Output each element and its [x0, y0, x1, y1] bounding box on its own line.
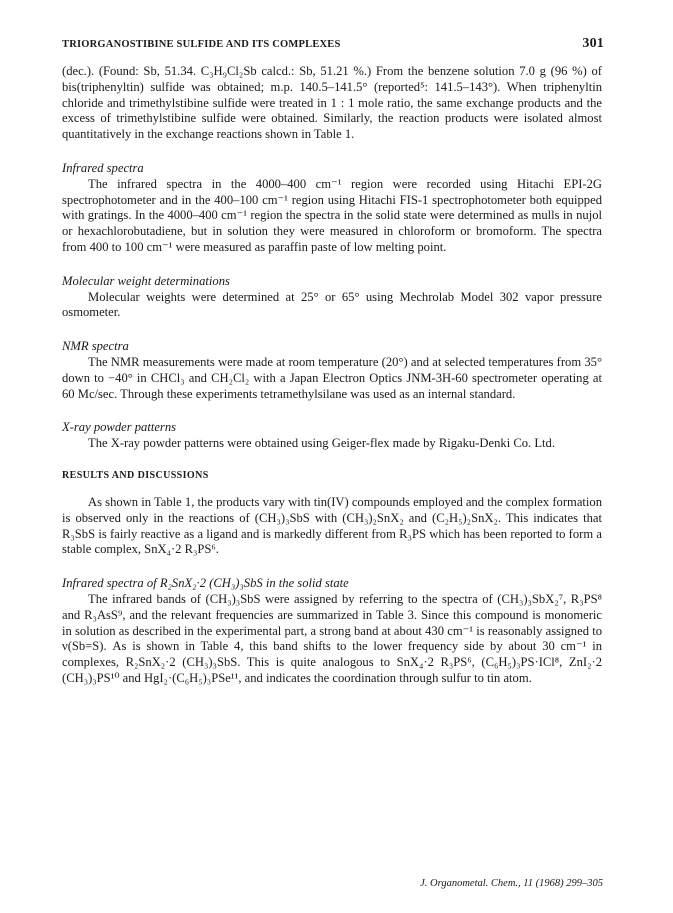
section-heading: Molecular weight determinations — [62, 273, 230, 288]
section-body: The X-ray powder patterns were obtained using Geiger-flex made by Rigaku-Denki Co. Ltd. — [88, 436, 555, 451]
section-body: The infrared spectra in the 4000–400 cm⁻¹ region were recorded using Hitachi EPI-2G spectrophotometer and in the 400–100 cm⁻¹ region using Hitachi FIS-1 spectrophotometer both equipped with gratings. In the 4000–400 cm⁻¹ region the spectra in the solid state were determined as mulls in nujol or hexachlorobutadiene, but in solution they were measured in chloroform or bromoform. The spectra from 400 to 100 cm⁻¹ were measured as paraffin paste of low melting point. — [62, 176, 602, 254]
section-heading: NMR spectra — [62, 339, 129, 354]
results-subparagraph: The infrared bands of (CH₃)₃SbS were assigned by referring to the spectra of (CH₃)₃SbX₂⁷, R₃PS⁸ and R₃AsS⁹, and the relevant frequencies are summarized in Table 3. Since this compound is monomeric in solution as described in the experimental part, a strong band at about 430 cm⁻¹ is reasonably assigned to ν(Sb=S). As is shown in Table 4, this band shifts to the lower frequency side by about 30 cm⁻¹ in complexes, R₂SnX₂·2 (CH₃)₃SbS. This is quite analogous to SnX₄·2 R₃PS⁶, (C₆H₅)₃PS·ICl⁸, ZnI₂·2 (CH₃)₃PS¹⁰ and HgI₂·(C₆H₅)₃PSe¹¹, and indicates the coordination through sulfur to tin atom. — [62, 591, 602, 685]
section-xray-powder — [62, 420, 602, 452]
intro-paragraph: (dec.). (Found: Sb, 51.34. C₃H₉Cl₂Sb calcd.: Sb, 51.21 %.) From the benzene solution 7.0 g (96 %) of bis(triphenyltin) sulfide was obtained; m.p. 140.5–141.5° (reported⁵: 141.5–143°). When triphenyltin chloride and trimethylstibine sulfide were treated in 1 : 1 mole ratio, the same exchange products and the excess of trimethylstibine sulfide were obtained. Similarly, the reaction products were isolated almost quantitatively in the exchange reactions shown in Table 1. — [62, 64, 602, 142]
page-number: 301 — [582, 36, 604, 51]
results-subheading: Infrared spectra of R₂SnX₂·2 (CH₃)₃SbS in the solid state — [62, 576, 349, 591]
results-heading: RESULTS AND DISCUSSIONS — [62, 469, 209, 481]
section-ir-solid-state — [62, 576, 602, 687]
section-nmr-spectra — [62, 339, 602, 402]
section-body: Molecular weights were determined at 25° or 65° using Mechrolab Model 302 vapor pressure osmometer. — [62, 289, 602, 320]
section-heading: X-ray powder patterns — [62, 420, 177, 435]
running-header — [62, 36, 602, 52]
section-heading: Infrared spectra — [62, 160, 144, 175]
section-molecular-weight — [62, 274, 602, 321]
section-infrared-spectra — [62, 161, 602, 256]
journal-page — [62, 36, 602, 687]
journal-citation: J. Organometal. Chem., 11 (1968) 299–305 — [420, 878, 603, 889]
section-body: The NMR measurements were made at room temperature (20°) and at selected temperatures from 35° down to −40° in CHCl₃ and CH₂Cl₂ with a Japan Electron Optics JNM-3H-60 spectrometer operating at 60 Mc/sec. Through these experiments tetramethylsilane was used as an internal standard. — [62, 354, 602, 401]
running-title: TRIORGANOSTIBINE SULFIDE AND ITS COMPLEXES — [62, 39, 341, 50]
results-paragraph: As shown in Table 1, the products vary with tin(IV) compounds employed and the complex formation is observed only in the reactions of (CH₃)₃SbS with (CH₃)₂SnX₂ and (C₂H₅)₂SnX₂. This indicates that R₃SbS is fairly reactive as a ligand and is markedly different from R₃PS which has been reported to form a stable complex, SnX₄·2 R₃PS⁶. — [62, 494, 602, 557]
